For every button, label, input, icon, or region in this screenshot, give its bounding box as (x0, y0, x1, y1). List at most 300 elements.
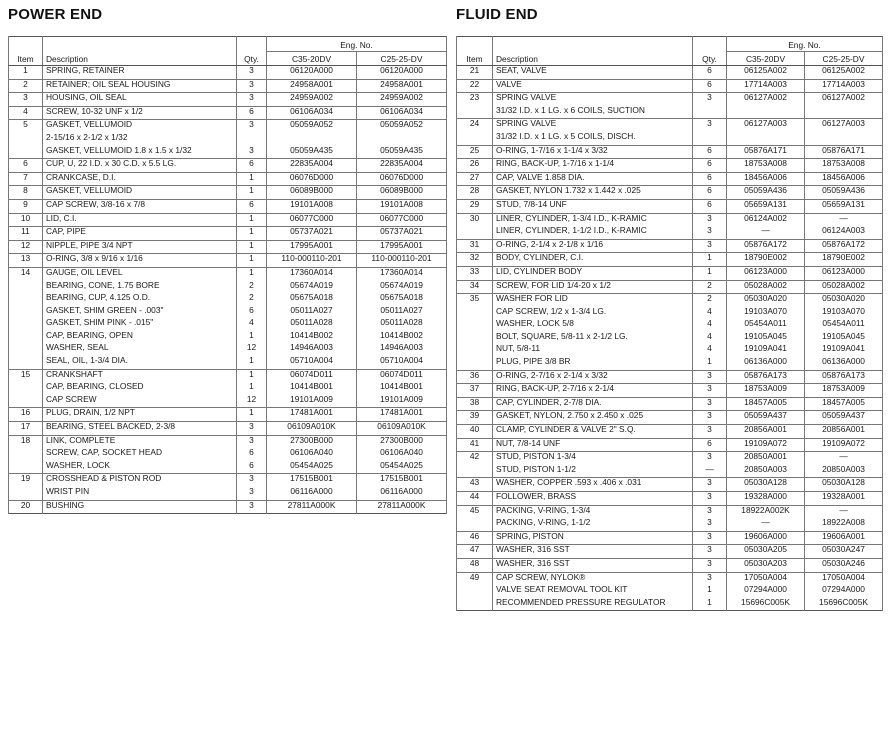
part-qty: 3 (693, 505, 727, 518)
item-number: 26 (457, 159, 493, 173)
part-description: CRANKCASE, D.I. (43, 172, 237, 186)
eng-no-c25-25-dv: — (805, 213, 883, 226)
item-number (9, 306, 43, 319)
eng-no-c35-20dv: 05675A018 (267, 293, 357, 306)
eng-no-c25-25-dv: 17995A001 (357, 240, 447, 254)
part-description: CAP SCREW (43, 395, 237, 408)
part-description: CAP, PIPE (43, 227, 237, 241)
eng-no-c35-20dv: 19105A045 (727, 332, 805, 345)
eng-no-c35-20dv: 17515B001 (267, 474, 357, 487)
table-row (457, 199, 883, 213)
eng-no-c25-25-dv: 05011A027 (357, 306, 447, 319)
table-row (457, 266, 883, 280)
eng-no-c35-20dv: 06136A000 (727, 357, 805, 370)
part-qty: 1 (237, 267, 267, 280)
table-row (457, 357, 883, 370)
eng-no-c35-20dv: 06127A002 (727, 93, 805, 106)
table-row (457, 307, 883, 320)
eng-no-c25-25-dv: 18456A006 (805, 172, 883, 186)
part-description: LINER, CYLINDER, 1-3/4 I.D., K-RAMIC (493, 213, 693, 226)
part-description: PLUG, PIPE 3/8 BR (493, 357, 693, 370)
eng-no-c25-25-dv: 27300B000 (357, 435, 447, 448)
part-description: STUD, 7/8-14 UNF (493, 199, 693, 213)
eng-no-c35-20dv: 06116A000 (267, 487, 357, 500)
part-qty: 6 (693, 145, 727, 159)
eng-no-c35-20dv: 18790E002 (727, 253, 805, 267)
table-row (457, 370, 883, 384)
part-description: PLUG, DRAIN, 1/2 NPT (43, 408, 237, 422)
part-qty: 3 (237, 487, 267, 500)
part-qty: 3 (237, 146, 267, 159)
eng-no-c35-20dv: 05030A128 (727, 478, 805, 492)
part-qty: 3 (693, 572, 727, 585)
part-description: NIPPLE, PIPE 3/4 NPT (43, 240, 237, 254)
eng-no-c25-25-dv: 15696C005K (805, 598, 883, 611)
table-row (457, 518, 883, 531)
item-number: 42 (457, 452, 493, 465)
eng-no-c25-25-dv: 06089B000 (357, 186, 447, 200)
part-description: 2-15/16 x 2-1/2 x 1/32 (43, 133, 237, 146)
eng-no-c25-25-dv: 05876A171 (805, 145, 883, 159)
eng-no-c25-25-dv: 05059A436 (805, 186, 883, 200)
eng-no-c35-20dv: 05876A172 (727, 239, 805, 253)
part-qty (693, 106, 727, 119)
part-qty: 3 (693, 411, 727, 425)
eng-no-c35-20dv: 05737A021 (267, 227, 357, 241)
eng-no-c35-20dv: 27300B000 (267, 435, 357, 448)
table-row (9, 408, 447, 422)
eng-no-c35-20dv: 05059A435 (267, 146, 357, 159)
eng-no-c35-20dv: 06106A040 (267, 448, 357, 461)
eng-no-c35-20dv: 05710A004 (267, 356, 357, 369)
eng-no-c35-20dv: 05059A437 (727, 411, 805, 425)
item-number: 48 (457, 558, 493, 572)
eng-no-c25-25-dv: 05028A002 (805, 280, 883, 294)
eng-no-c25-25-dv: 05876A173 (805, 370, 883, 384)
table-row (457, 119, 883, 132)
part-qty: 1 (237, 240, 267, 254)
item-number: 36 (457, 370, 493, 384)
part-qty: 3 (693, 545, 727, 559)
table-row (457, 172, 883, 186)
part-qty: 1 (237, 254, 267, 268)
item-number (457, 598, 493, 611)
eng-no-c35-20dv: 05030A205 (727, 545, 805, 559)
part-qty: 3 (237, 120, 267, 133)
table-row (9, 382, 447, 395)
eng-no-c35-20dv: 05876A173 (727, 370, 805, 384)
table-row (457, 545, 883, 559)
eng-no-c35-20dv: 19101A008 (267, 199, 357, 213)
part-description: WASHER, COPPER .593 x .406 x .031 (493, 478, 693, 492)
item-number: 35 (457, 294, 493, 307)
item-number: 10 (9, 213, 43, 227)
eng-no-c35-20dv: 18753A008 (727, 159, 805, 173)
item-number (9, 487, 43, 500)
part-qty: 3 (693, 384, 727, 398)
part-qty: 2 (693, 294, 727, 307)
item-number: 28 (457, 186, 493, 200)
eng-no-c35-20dv: 17995A001 (267, 240, 357, 254)
part-description: WASHER, LOCK 5/8 (493, 319, 693, 332)
eng-no-c25-25-dv: 22835A004 (357, 159, 447, 173)
part-qty: 3 (693, 531, 727, 545)
item-header: Item (457, 52, 493, 66)
table-row (9, 146, 447, 159)
item-number: 29 (457, 199, 493, 213)
eng-no-c35-20dv: 06124A002 (727, 213, 805, 226)
table-row (9, 422, 447, 436)
part-description: BODY, CYLINDER, C.I. (493, 253, 693, 267)
table-row (457, 239, 883, 253)
part-qty: 12 (237, 395, 267, 408)
table-row (9, 435, 447, 448)
table-row (457, 452, 883, 465)
table-row (457, 585, 883, 598)
item-number: 22 (457, 79, 493, 93)
eng-no-c25-25-dv: 06124A003 (805, 226, 883, 239)
part-qty: 6 (237, 461, 267, 474)
eng-no-c25-25-dv: 19109A072 (805, 438, 883, 452)
part-qty: 1 (237, 408, 267, 422)
part-description: GASKET, NYLON, 2.750 x 2.450 x .025 (493, 411, 693, 425)
part-description: WASHER, SEAL (43, 343, 237, 356)
item-number (457, 132, 493, 145)
part-description: FOLLOWER, BRASS (493, 492, 693, 506)
eng-no-c25-25-dv: 06120A000 (357, 66, 447, 80)
part-description: STUD, PISTON 1-3/4 (493, 452, 693, 465)
eng-no-c35-20dv: 19101A009 (267, 395, 357, 408)
part-description: BUSHING (43, 500, 237, 514)
eng-no-c35-20dv: 24958A001 (267, 79, 357, 93)
c35-20dv-header: C35-20DV (267, 52, 357, 66)
eng-no-c35-20dv: 06074D011 (267, 369, 357, 382)
eng-no-c25-25-dv: 20850A003 (805, 465, 883, 478)
part-qty: 2 (237, 281, 267, 294)
part-description: SPRING, PISTON (493, 531, 693, 545)
item-number (9, 356, 43, 369)
part-qty: 1 (693, 585, 727, 598)
part-description: 31/32 I.D. x 1 LG. x 6 COILS, SUCTION (493, 106, 693, 119)
item-number: 5 (9, 120, 43, 133)
part-description: SCREW, 10-32 UNF x 1/2 (43, 106, 237, 120)
item-number: 34 (457, 280, 493, 294)
table-row (457, 319, 883, 332)
part-description: O-RING, 2-7/16 x 2-1/4 x 3/32 (493, 370, 693, 384)
part-description: GASKET, SHIM PINK - .015" (43, 318, 237, 331)
part-qty: 1 (693, 253, 727, 267)
eng-no-c25-25-dv: 06074D011 (357, 369, 447, 382)
eng-no-c25-25-dv: 18457A005 (805, 397, 883, 411)
part-description: BEARING, CUP, 4.125 O.D. (43, 293, 237, 306)
part-description: LINK, COMPLETE (43, 435, 237, 448)
part-qty: 3 (693, 518, 727, 531)
item-number: 8 (9, 186, 43, 200)
part-description: CAP SCREW, 3/8-16 x 7/8 (43, 199, 237, 213)
item-number: 47 (457, 545, 493, 559)
item-number: 38 (457, 397, 493, 411)
eng-no-c35-20dv: 05030A020 (727, 294, 805, 307)
part-qty: 1 (237, 382, 267, 395)
part-qty: 1 (693, 598, 727, 611)
eng-no-c35-20dv: 05059A436 (727, 186, 805, 200)
part-qty: 2 (237, 293, 267, 306)
table-row (457, 106, 883, 119)
item-number: 41 (457, 438, 493, 452)
eng-no-c25-25-dv: 24958A001 (357, 79, 447, 93)
table-row (457, 384, 883, 398)
eng-no-c25-25-dv (805, 132, 883, 145)
eng-no-c25-25-dv (357, 133, 447, 146)
part-qty: 3 (693, 119, 727, 132)
part-description: STUD, PISTON 1-1/2 (493, 465, 693, 478)
part-qty: 3 (693, 558, 727, 572)
eng-no-c35-20dv: 15696C005K (727, 598, 805, 611)
part-qty: 3 (693, 425, 727, 439)
item-number: 14 (9, 267, 43, 280)
item-number: 18 (9, 435, 43, 448)
part-description: WASHER, LOCK (43, 461, 237, 474)
part-qty: 4 (693, 332, 727, 345)
item-number (457, 307, 493, 320)
table-row (457, 253, 883, 267)
part-description: SEAT, VALVE (493, 66, 693, 80)
part-description: GASKET, VELLUMOID (43, 120, 237, 133)
eng-no-c25-25-dv: 17360A014 (357, 267, 447, 280)
item-number (9, 146, 43, 159)
table-row (457, 425, 883, 439)
item-number (9, 395, 43, 408)
item-number (9, 382, 43, 395)
part-description: 31/32 I.D. x 1 LG. x 5 COILS, DISCH. (493, 132, 693, 145)
eng-no-c25-25-dv: 06127A002 (805, 93, 883, 106)
table-row (9, 240, 447, 254)
table-row (9, 500, 447, 514)
item-number (9, 448, 43, 461)
item-number: 30 (457, 213, 493, 226)
part-description: LID, C.I. (43, 213, 237, 227)
item-number: 49 (457, 572, 493, 585)
part-description: SCREW, CAP, SOCKET HEAD (43, 448, 237, 461)
eng-no-c25-25-dv: 18753A008 (805, 159, 883, 173)
part-qty: 3 (237, 500, 267, 514)
eng-no-c35-20dv: 17714A003 (727, 79, 805, 93)
eng-no-c25-25-dv: 27811A000K (357, 500, 447, 514)
table-row (9, 254, 447, 268)
eng-no-c25-25-dv: 17515B001 (357, 474, 447, 487)
eng-no-c35-20dv: 17360A014 (267, 267, 357, 280)
eng-no-c25-25-dv: 17481A001 (357, 408, 447, 422)
eng-no-c25-25-dv: 110-000110-201 (357, 254, 447, 268)
part-qty: 6 (693, 172, 727, 186)
part-qty: 3 (693, 213, 727, 226)
eng-no-c35-20dv: 18753A009 (727, 384, 805, 398)
part-qty: 3 (693, 93, 727, 106)
part-qty: — (693, 465, 727, 478)
eng-no-c25-25-dv: 06123A000 (805, 266, 883, 280)
eng-no-c25-25-dv: 05030A246 (805, 558, 883, 572)
eng-no-header: Eng. No. (267, 37, 447, 52)
part-description: NUT, 7/8-14 UNF (493, 438, 693, 452)
part-description: VALVE SEAT REMOVAL TOOL KIT (493, 585, 693, 598)
part-description: PACKING, V-RING, 1-3/4 (493, 505, 693, 518)
eng-no-c35-20dv: 10414B001 (267, 382, 357, 395)
eng-no-c25-25-dv (805, 106, 883, 119)
part-description: WRIST PIN (43, 487, 237, 500)
eng-no-c25-25-dv: 05675A018 (357, 293, 447, 306)
part-qty: 1 (237, 356, 267, 369)
eng-no-c25-25-dv: 06109A010K (357, 422, 447, 436)
table-row (9, 159, 447, 173)
table-row (457, 465, 883, 478)
table-row (9, 267, 447, 280)
item-number: 15 (9, 369, 43, 382)
eng-no-c25-25-dv: 07294A000 (805, 585, 883, 598)
item-number (9, 331, 43, 344)
table-row (457, 145, 883, 159)
part-qty: 6 (237, 448, 267, 461)
part-description: O-RING, 1-7/16 x 1-1/4 x 3/32 (493, 145, 693, 159)
table-row (9, 487, 447, 500)
eng-no-c25-25-dv: 05737A021 (357, 227, 447, 241)
item-number: 11 (9, 227, 43, 241)
eng-no-c25-25-dv: 19328A001 (805, 492, 883, 506)
item-number (457, 344, 493, 357)
eng-no-c35-20dv (727, 106, 805, 119)
c25-25-dv-header: C25-25-DV (805, 52, 883, 66)
table-row (9, 172, 447, 186)
table-row (457, 294, 883, 307)
eng-no-c25-25-dv: 17714A003 (805, 79, 883, 93)
table-row (9, 106, 447, 120)
part-description: O-RING, 3/8 x 9/16 x 1/16 (43, 254, 237, 268)
eng-no-c35-20dv: 19328A000 (727, 492, 805, 506)
item-number: 3 (9, 93, 43, 107)
part-description: CUP, U, 22 I.D. x 30 C.D. x 5.5 LG. (43, 159, 237, 173)
item-number: 31 (457, 239, 493, 253)
part-qty: 6 (237, 306, 267, 319)
item-number: 33 (457, 266, 493, 280)
part-qty: 3 (237, 79, 267, 93)
part-description: BEARING, CONE, 1.75 BORE (43, 281, 237, 294)
eng-no-c35-20dv: 05454A025 (267, 461, 357, 474)
eng-no-c35-20dv: 05659A131 (727, 199, 805, 213)
eng-no-c35-20dv: 07294A000 (727, 585, 805, 598)
eng-no-c25-25-dv: 05059A437 (805, 411, 883, 425)
part-description: WASHER, 316 SST (493, 558, 693, 572)
item-number: 46 (457, 531, 493, 545)
eng-no-c25-25-dv: 24959A002 (357, 93, 447, 107)
part-qty: 1 (237, 172, 267, 186)
part-description: LID, CYLINDER BODY (493, 266, 693, 280)
eng-no-c35-20dv: 06089B000 (267, 186, 357, 200)
eng-no-c35-20dv: 110-000110-201 (267, 254, 357, 268)
part-qty: 6 (237, 159, 267, 173)
eng-no-c35-20dv: 20850A001 (727, 452, 805, 465)
eng-no-c35-20dv: 20850A003 (727, 465, 805, 478)
part-qty: 6 (693, 66, 727, 80)
eng-no-c25-25-dv: 06125A002 (805, 66, 883, 80)
item-number (9, 293, 43, 306)
part-description: SPRING, RETAINER (43, 66, 237, 80)
eng-no-c35-20dv: — (727, 226, 805, 239)
eng-no-c25-25-dv: 05454A011 (805, 319, 883, 332)
table-row (457, 344, 883, 357)
part-qty: 3 (693, 226, 727, 239)
eng-no-c35-20dv: 20856A001 (727, 425, 805, 439)
item-number: 16 (9, 408, 43, 422)
eng-no-c25-25-dv: 17050A004 (805, 572, 883, 585)
part-qty: 3 (693, 492, 727, 506)
eng-no-c35-20dv: 27811A000K (267, 500, 357, 514)
item-number (457, 585, 493, 598)
item-number (9, 318, 43, 331)
part-qty: 3 (237, 474, 267, 487)
item-number: 21 (457, 66, 493, 80)
part-qty: 4 (237, 318, 267, 331)
eng-no-c35-20dv: 05011A028 (267, 318, 357, 331)
qty-header: Qty. (237, 52, 267, 66)
eng-no-c35-20dv: — (727, 518, 805, 531)
item-number: 2 (9, 79, 43, 93)
eng-no-c35-20dv: 19109A072 (727, 438, 805, 452)
part-description: WASHER FOR LID (493, 294, 693, 307)
eng-no-c35-20dv: 06125A002 (727, 66, 805, 80)
eng-no-c35-20dv: 06120A000 (267, 66, 357, 80)
part-qty: 4 (693, 344, 727, 357)
eng-no-c25-25-dv: 06136A000 (805, 357, 883, 370)
part-qty: 1 (237, 186, 267, 200)
part-description: CROSSHEAD & PISTON ROD (43, 474, 237, 487)
eng-no-c25-25-dv: 10414B002 (357, 331, 447, 344)
part-qty: 6 (693, 199, 727, 213)
eng-no-c25-25-dv: 20856A001 (805, 425, 883, 439)
item-number: 44 (457, 492, 493, 506)
part-qty: 3 (693, 397, 727, 411)
table-row (457, 213, 883, 226)
part-description: CLAMP, CYLINDER & VALVE 2" S.Q. (493, 425, 693, 439)
item-number: 1 (9, 66, 43, 80)
item-number (457, 319, 493, 332)
part-qty: 3 (693, 239, 727, 253)
part-description: GASKET, NYLON 1.732 x 1.442 x .025 (493, 186, 693, 200)
part-description: RING, BACK-UP, 1-7/16 x 1-1/4 (493, 159, 693, 173)
eng-no-c25-25-dv: 14946A003 (357, 343, 447, 356)
eng-no-c25-25-dv: 19101A009 (357, 395, 447, 408)
table-row (457, 505, 883, 518)
c35-20dv-header: C35-20DV (727, 52, 805, 66)
table-row (457, 159, 883, 173)
fluid-end-table (456, 36, 883, 611)
table-row (457, 280, 883, 294)
eng-no-c25-25-dv: 05011A028 (357, 318, 447, 331)
eng-no-c25-25-dv: 06106A040 (357, 448, 447, 461)
eng-no-c25-25-dv: 05059A435 (357, 146, 447, 159)
eng-no-c35-20dv: 24959A002 (267, 93, 357, 107)
eng-no-c25-25-dv: 19105A045 (805, 332, 883, 345)
part-qty: 1 (237, 213, 267, 227)
eng-no-c25-25-dv: 06127A003 (805, 119, 883, 132)
eng-no-c25-25-dv: — (805, 505, 883, 518)
part-description: VALVE (493, 79, 693, 93)
table-row (9, 186, 447, 200)
part-qty: 12 (237, 343, 267, 356)
part-description: SPRING VALVE (493, 93, 693, 106)
table-row (457, 66, 883, 80)
eng-no-c35-20dv: 10414B002 (267, 331, 357, 344)
eng-no-c35-20dv: 05454A011 (727, 319, 805, 332)
part-qty: 3 (237, 66, 267, 80)
